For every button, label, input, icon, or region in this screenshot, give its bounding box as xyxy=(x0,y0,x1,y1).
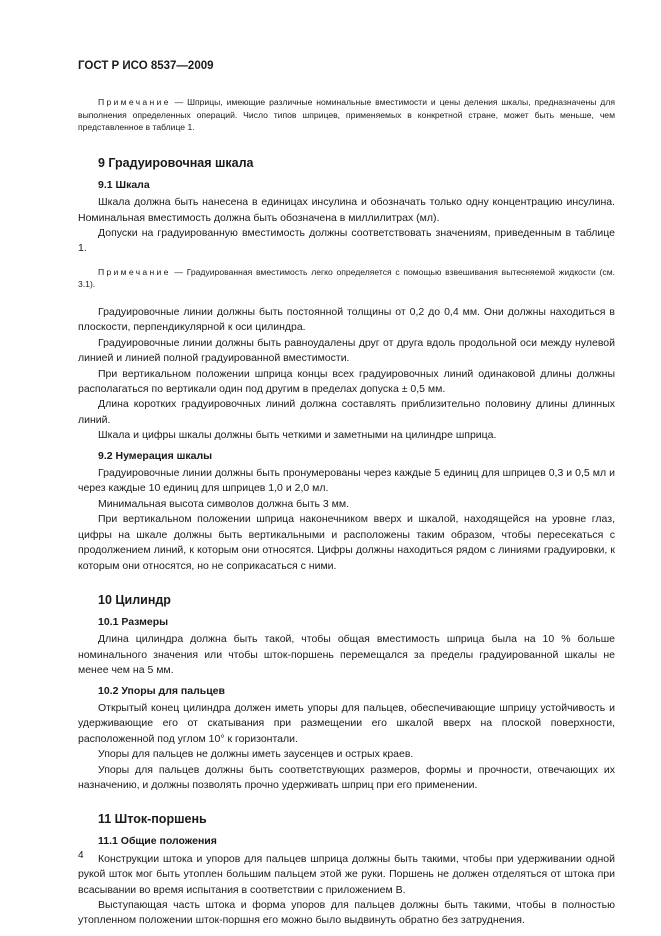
paragraph: Минимальная высота символов должна быть 3 мм. xyxy=(98,497,350,510)
section-heading-11: 11 Шток-поршень xyxy=(98,812,207,827)
subsection-heading-10-1: 10.1 Размеры xyxy=(98,615,169,628)
paragraph: При вертикальном положении шприца наконечником вверх и шкалой, находящейся на уровне глаз, цифры на шкале должны быть вертикальными и расположены таким образом, чтобы пересекаться с продолжением линий, к которым они относятся. Цифры должны находиться рядом с линиями градуировки, к которым они относятся, но не соприкасаться с ними. xyxy=(78,513,615,572)
paragraph: Конструкции штока и упоров для пальцев шприца должны быть такими, чтобы при удерживании одной рукой шток мог быть утоплен большим пальцем этой же руки. Поршень не должен отделяться от штока при всасывании во время испытания в соответствии с приложением В. xyxy=(78,852,615,896)
paragraph: Градуировочные линии должны быть пронумерованы через каждые 5 единиц для шприцев 0,3 и 0,5 мл и через каждые 10 единиц для шприцев 1,0 и 2,0 мл. xyxy=(78,467,615,495)
paragraph: Градуировочные линии должны быть постоянной толщины от 0,2 до 0,4 мм. Они должны находиться в плоскости, перпендикулярной к оси цилиндра. xyxy=(78,306,615,334)
paragraph: Открытый конец цилиндра должен иметь упоры для пальцев, обеспечивающие шприцу устойчивость и удерживающие его от скатывания при размещении его шкалой вверх на плоской поверхности, расположенной под углом 10° к горизонтали. xyxy=(78,701,615,745)
paragraph: Шкала и цифры шкалы должны быть четкими и заметными на цилиндре шприца. xyxy=(98,429,497,442)
note-label: Примечание xyxy=(98,97,171,107)
note-paragraph xyxy=(78,96,615,134)
subsection-heading-10-2: 10.2 Упоры для пальцев xyxy=(98,684,225,697)
note-paragraph xyxy=(78,266,615,291)
paragraph: Упоры для пальцев не должны иметь заусенцев и острых краев. xyxy=(98,748,414,761)
paragraph: Градуировочные линии должны быть равноудалены друг от друга вдоль продольной оси между нулевой линией и линией полной градуированной вместимости. xyxy=(78,336,615,365)
note-text: — Градуированная вместимость легко определяется с помощью взвешивания вытесняемой жидкости (см. 3.1). xyxy=(78,266,615,290)
subsection-heading-9-1: 9.1 Шкала xyxy=(98,178,150,191)
paragraph: При вертикальном положении шприца концы всех градуировочных линий одинаковой длины должны располагаться по вертикали один под другим в пределах допуска ± 0,5 мм. xyxy=(78,367,615,396)
paragraph: Допуски на градуированную вместимость должны соответствовать значениям, приведенным в таблице 1. xyxy=(78,227,615,255)
paragraph: Длина коротких градуировочных линий должна составлять приблизительно половину длины длинных линий. xyxy=(78,398,615,426)
paragraph: Длина цилиндра должна быть такой, чтобы общая вместимость шприца была на 10 % больше номинального значения или чтобы шток-поршень перемещался за пределы градуированной шкалы не менее чем на 5 мм. xyxy=(78,633,615,677)
paragraph: Шкала должна быть нанесена в единицах инсулина и обозначать только одну концентрацию инсулина. Номинальная вместимость должна быть обозначена в миллилитрах (мл). xyxy=(78,196,615,224)
paragraph: Выступающая часть штока и форма упоров для пальцев должны быть такими, чтобы в полностью утопленном положении шток-поршня его можно было выдвинуть обратно без затруднения. xyxy=(78,899,615,927)
subsection-heading-9-2: 9.2 Нумерация шкалы xyxy=(98,449,213,462)
section-heading-10: 10 Цилиндр xyxy=(98,592,171,607)
page-content xyxy=(78,60,615,929)
section-heading-9: 9 Градуировочная шкала xyxy=(98,155,254,170)
subsection-heading-11-1: 11.1 Общие положения xyxy=(98,835,217,848)
note-text: — Шприцы, имеющие различные номинальные вместимости и цены деления шкалы, предназначены для выполнения определенных операций. Число типов шприцев, применяемых в конкретной стране, может быть меньше, чем представленное в таблице 1. xyxy=(78,97,615,133)
page-number: 4 xyxy=(78,850,84,861)
note-label: Примечание xyxy=(98,266,171,277)
paragraph: Упоры для пальцев должны быть соответствующих размеров, формы и прочности, отвечающих их назначению, и должны позволять прочно удерживать шприц при его применении. xyxy=(78,763,615,791)
document-header: ГОСТ Р ИСО 8537—2009 xyxy=(78,60,214,72)
